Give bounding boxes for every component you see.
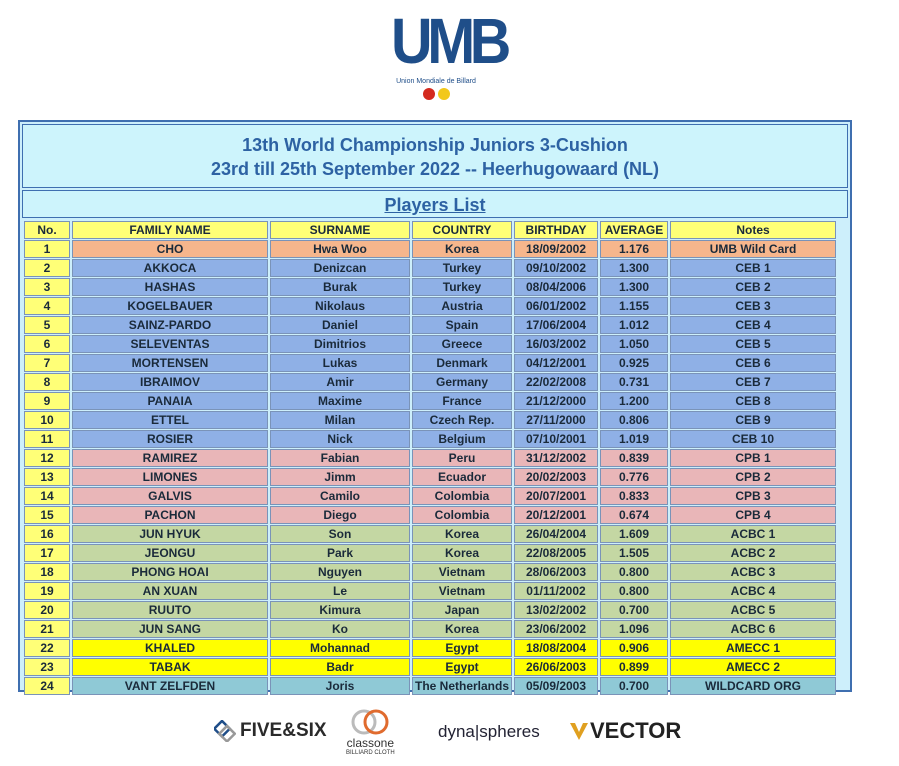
sponsor-fivesix xyxy=(214,720,327,742)
player-family-name: AKKOCA xyxy=(72,259,268,277)
player-average: 0.776 xyxy=(600,468,668,486)
fivesix-icon xyxy=(214,720,236,742)
player-no: 18 xyxy=(24,563,70,581)
table-row xyxy=(24,563,836,581)
classone-rings-icon xyxy=(347,708,393,736)
logo-subtitle: Union Mondiale de Billard xyxy=(396,78,476,85)
table-header-row xyxy=(24,221,836,239)
player-no: 9 xyxy=(24,392,70,410)
player-notes: CEB 2 xyxy=(670,278,836,296)
player-family-name: JUN HYUK xyxy=(72,525,268,543)
player-no: 19 xyxy=(24,582,70,600)
player-surname: Maxime xyxy=(270,392,410,410)
table-row xyxy=(24,468,836,486)
player-average: 1.050 xyxy=(600,335,668,353)
player-no: 22 xyxy=(24,639,70,657)
player-average: 0.833 xyxy=(600,487,668,505)
player-no: 21 xyxy=(24,620,70,638)
player-country: Czech Rep. xyxy=(412,411,512,429)
player-no: 5 xyxy=(24,316,70,334)
player-average: 0.674 xyxy=(600,506,668,524)
player-birthday: 16/03/2002 xyxy=(514,335,598,353)
player-surname: Nick xyxy=(270,430,410,448)
player-no: 13 xyxy=(24,468,70,486)
classone-label: classone xyxy=(346,736,395,750)
player-birthday: 05/09/2003 xyxy=(514,677,598,695)
player-country: Ecuador xyxy=(412,468,512,486)
players-table xyxy=(22,220,838,696)
player-surname: Amir xyxy=(270,373,410,391)
player-birthday: 28/06/2003 xyxy=(514,563,598,581)
table-row xyxy=(24,392,836,410)
sponsor-classone xyxy=(346,708,395,756)
player-average: 1.200 xyxy=(600,392,668,410)
player-notes: CEB 6 xyxy=(670,354,836,372)
player-birthday: 26/04/2004 xyxy=(514,525,598,543)
player-surname: Milan xyxy=(270,411,410,429)
player-family-name: TABAK xyxy=(72,658,268,676)
player-birthday: 04/12/2001 xyxy=(514,354,598,372)
player-family-name: MORTENSEN xyxy=(72,354,268,372)
classone-sub: BILLIARD CLOTH xyxy=(346,750,395,756)
player-country: Denmark xyxy=(412,354,512,372)
players-list-title: Players List xyxy=(384,195,486,215)
player-family-name: IBRAIMOV xyxy=(72,373,268,391)
player-birthday: 22/02/2008 xyxy=(514,373,598,391)
players-list-banner xyxy=(22,190,848,218)
player-country: Vietnam xyxy=(412,563,512,581)
player-notes: ACBC 1 xyxy=(670,525,836,543)
player-notes: CEB 10 xyxy=(670,430,836,448)
logo-mark: UMB xyxy=(391,5,506,77)
player-surname: Kimura xyxy=(270,601,410,619)
player-birthday: 13/02/2002 xyxy=(514,601,598,619)
player-notes: CEB 5 xyxy=(670,335,836,353)
player-notes: AMECC 1 xyxy=(670,639,836,657)
table-row xyxy=(24,316,836,334)
player-family-name: GALVIS xyxy=(72,487,268,505)
table-row xyxy=(24,297,836,315)
player-family-name: LIMONES xyxy=(72,468,268,486)
player-no: 16 xyxy=(24,525,70,543)
player-surname: Jimm xyxy=(270,468,410,486)
header-surname: SURNAME xyxy=(270,221,410,239)
player-country: Korea xyxy=(412,544,512,562)
player-surname: Le xyxy=(270,582,410,600)
player-family-name: JEONGU xyxy=(72,544,268,562)
player-birthday: 01/11/2002 xyxy=(514,582,598,600)
player-family-name: AN XUAN xyxy=(72,582,268,600)
player-birthday: 31/12/2002 xyxy=(514,449,598,467)
table-row xyxy=(24,639,836,657)
player-country: Turkey xyxy=(412,278,512,296)
player-family-name: CHO xyxy=(72,240,268,258)
player-average: 0.731 xyxy=(600,373,668,391)
player-notes: ACBC 3 xyxy=(670,563,836,581)
player-birthday: 09/10/2002 xyxy=(514,259,598,277)
player-notes: CPB 1 xyxy=(670,449,836,467)
player-no: 6 xyxy=(24,335,70,353)
player-family-name: PHONG HOAI xyxy=(72,563,268,581)
player-no: 11 xyxy=(24,430,70,448)
player-notes: CEB 7 xyxy=(670,373,836,391)
player-average: 1.019 xyxy=(600,430,668,448)
player-family-name: PACHON xyxy=(72,506,268,524)
player-surname: Hwa Woo xyxy=(270,240,410,258)
player-birthday: 21/12/2000 xyxy=(514,392,598,410)
player-family-name: RUUTO xyxy=(72,601,268,619)
player-country: Egypt xyxy=(412,658,512,676)
player-family-name: KOGELBAUER xyxy=(72,297,268,315)
table-row xyxy=(24,601,836,619)
header-birthday: BIRTHDAY xyxy=(514,221,598,239)
player-surname: Camilo xyxy=(270,487,410,505)
player-birthday: 23/06/2002 xyxy=(514,620,598,638)
player-notes: WILDCARD ORG xyxy=(670,677,836,695)
table-row xyxy=(24,354,836,372)
player-country: Austria xyxy=(412,297,512,315)
sponsor-bar xyxy=(0,708,899,758)
player-no: 12 xyxy=(24,449,70,467)
sponsor-vector xyxy=(568,718,681,744)
table-row xyxy=(24,677,836,695)
player-birthday: 20/07/2001 xyxy=(514,487,598,505)
player-notes: CPB 4 xyxy=(670,506,836,524)
table-row xyxy=(24,240,836,258)
header-country: COUNTRY xyxy=(412,221,512,239)
player-notes: CPB 2 xyxy=(670,468,836,486)
player-country: Germany xyxy=(412,373,512,391)
player-notes: CEB 9 xyxy=(670,411,836,429)
player-notes: ACBC 2 xyxy=(670,544,836,562)
player-country: Belgium xyxy=(412,430,512,448)
player-country: Korea xyxy=(412,620,512,638)
player-country: Colombia xyxy=(412,506,512,524)
player-notes: ACBC 5 xyxy=(670,601,836,619)
player-family-name: ROSIER xyxy=(72,430,268,448)
player-country: Greece xyxy=(412,335,512,353)
player-no: 8 xyxy=(24,373,70,391)
logo-balls-icon xyxy=(386,88,486,100)
sponsor-dynaspheres xyxy=(438,722,540,742)
player-average: 0.700 xyxy=(600,601,668,619)
player-average: 1.176 xyxy=(600,240,668,258)
player-country: Vietnam xyxy=(412,582,512,600)
player-birthday: 27/11/2000 xyxy=(514,411,598,429)
player-no: 10 xyxy=(24,411,70,429)
player-family-name: ETTEL xyxy=(72,411,268,429)
player-country: Korea xyxy=(412,525,512,543)
player-surname: Nguyen xyxy=(270,563,410,581)
player-no: 1 xyxy=(24,240,70,258)
player-birthday: 17/06/2004 xyxy=(514,316,598,334)
table-row xyxy=(24,430,836,448)
player-birthday: 18/08/2004 xyxy=(514,639,598,657)
player-no: 2 xyxy=(24,259,70,277)
player-family-name: JUN SANG xyxy=(72,620,268,638)
header-average: AVERAGE xyxy=(600,221,668,239)
umb-logo xyxy=(386,5,506,106)
table-row xyxy=(24,411,836,429)
player-surname: Park xyxy=(270,544,410,562)
vector-v-icon xyxy=(568,720,590,742)
title-line-1: 13th World Championship Juniors 3-Cushion xyxy=(242,135,628,155)
table-row xyxy=(24,278,836,296)
player-average: 0.800 xyxy=(600,582,668,600)
player-surname: Lukas xyxy=(270,354,410,372)
player-surname: Denizcan xyxy=(270,259,410,277)
vector-label: VECTOR xyxy=(590,718,682,743)
player-surname: Diego xyxy=(270,506,410,524)
player-country: Peru xyxy=(412,449,512,467)
player-average: 0.806 xyxy=(600,411,668,429)
player-average: 1.012 xyxy=(600,316,668,334)
title-banner xyxy=(22,124,848,188)
player-family-name: SELEVENTAS xyxy=(72,335,268,353)
player-notes: CEB 4 xyxy=(670,316,836,334)
player-family-name: HASHAS xyxy=(72,278,268,296)
player-no: 24 xyxy=(24,677,70,695)
player-notes: CPB 3 xyxy=(670,487,836,505)
player-no: 20 xyxy=(24,601,70,619)
table-row xyxy=(24,658,836,676)
player-family-name: VANT ZELFDEN xyxy=(72,677,268,695)
player-average: 0.839 xyxy=(600,449,668,467)
header-family-name: FAMILY NAME xyxy=(72,221,268,239)
player-surname: Mohannad xyxy=(270,639,410,657)
player-no: 4 xyxy=(24,297,70,315)
player-notes: CEB 3 xyxy=(670,297,836,315)
title-line-2: 23rd till 25th September 2022 -- Heerhugowaard (NL) xyxy=(210,159,660,179)
table-row xyxy=(24,449,836,467)
player-average: 0.899 xyxy=(600,658,668,676)
table-row xyxy=(24,335,836,353)
player-birthday: 07/10/2001 xyxy=(514,430,598,448)
player-country: Turkey xyxy=(412,259,512,277)
player-average: 1.300 xyxy=(600,278,668,296)
player-average: 1.300 xyxy=(600,259,668,277)
player-birthday: 18/09/2002 xyxy=(514,240,598,258)
player-surname: Daniel xyxy=(270,316,410,334)
player-surname: Dimitrios xyxy=(270,335,410,353)
player-no: 7 xyxy=(24,354,70,372)
player-country: Egypt xyxy=(412,639,512,657)
player-no: 15 xyxy=(24,506,70,524)
player-no: 14 xyxy=(24,487,70,505)
player-country: Colombia xyxy=(412,487,512,505)
player-no: 3 xyxy=(24,278,70,296)
player-surname: Nikolaus xyxy=(270,297,410,315)
header-no: No. xyxy=(24,221,70,239)
player-family-name: PANAIA xyxy=(72,392,268,410)
table-row xyxy=(24,620,836,638)
player-country: Japan xyxy=(412,601,512,619)
player-surname: Burak xyxy=(270,278,410,296)
player-birthday: 08/04/2006 xyxy=(514,278,598,296)
player-family-name: SAINZ-PARDO xyxy=(72,316,268,334)
player-family-name: RAMIREZ xyxy=(72,449,268,467)
player-average: 1.609 xyxy=(600,525,668,543)
table-row xyxy=(24,259,836,277)
player-surname: Ko xyxy=(270,620,410,638)
player-average: 0.800 xyxy=(600,563,668,581)
player-average: 0.925 xyxy=(600,354,668,372)
player-birthday: 06/01/2002 xyxy=(514,297,598,315)
player-birthday: 20/12/2001 xyxy=(514,506,598,524)
player-surname: Fabian xyxy=(270,449,410,467)
table-row xyxy=(24,544,836,562)
player-country: Korea xyxy=(412,240,512,258)
player-surname: Badr xyxy=(270,658,410,676)
player-country: France xyxy=(412,392,512,410)
player-notes: CEB 1 xyxy=(670,259,836,277)
player-country: Spain xyxy=(412,316,512,334)
table-row xyxy=(24,373,836,391)
player-average: 1.155 xyxy=(600,297,668,315)
dynaspheres-label: dyna|spheres xyxy=(438,722,540,741)
player-no: 23 xyxy=(24,658,70,676)
table-row xyxy=(24,525,836,543)
player-birthday: 26/06/2003 xyxy=(514,658,598,676)
header-notes: Notes xyxy=(670,221,836,239)
player-notes: ACBC 6 xyxy=(670,620,836,638)
player-average: 0.700 xyxy=(600,677,668,695)
player-average: 0.906 xyxy=(600,639,668,657)
player-country: The Netherlands xyxy=(412,677,512,695)
player-surname: Joris xyxy=(270,677,410,695)
player-notes: AMECC 2 xyxy=(670,658,836,676)
table-row xyxy=(24,582,836,600)
player-notes: CEB 8 xyxy=(670,392,836,410)
player-notes: UMB Wild Card xyxy=(670,240,836,258)
table-row xyxy=(24,487,836,505)
table-row xyxy=(24,506,836,524)
player-birthday: 20/02/2003 xyxy=(514,468,598,486)
fivesix-label: FIVE&SIX xyxy=(240,720,327,741)
player-birthday: 22/08/2005 xyxy=(514,544,598,562)
player-average: 1.096 xyxy=(600,620,668,638)
player-surname: Son xyxy=(270,525,410,543)
player-average: 1.505 xyxy=(600,544,668,562)
player-no: 17 xyxy=(24,544,70,562)
player-notes: ACBC 4 xyxy=(670,582,836,600)
player-family-name: KHALED xyxy=(72,639,268,657)
